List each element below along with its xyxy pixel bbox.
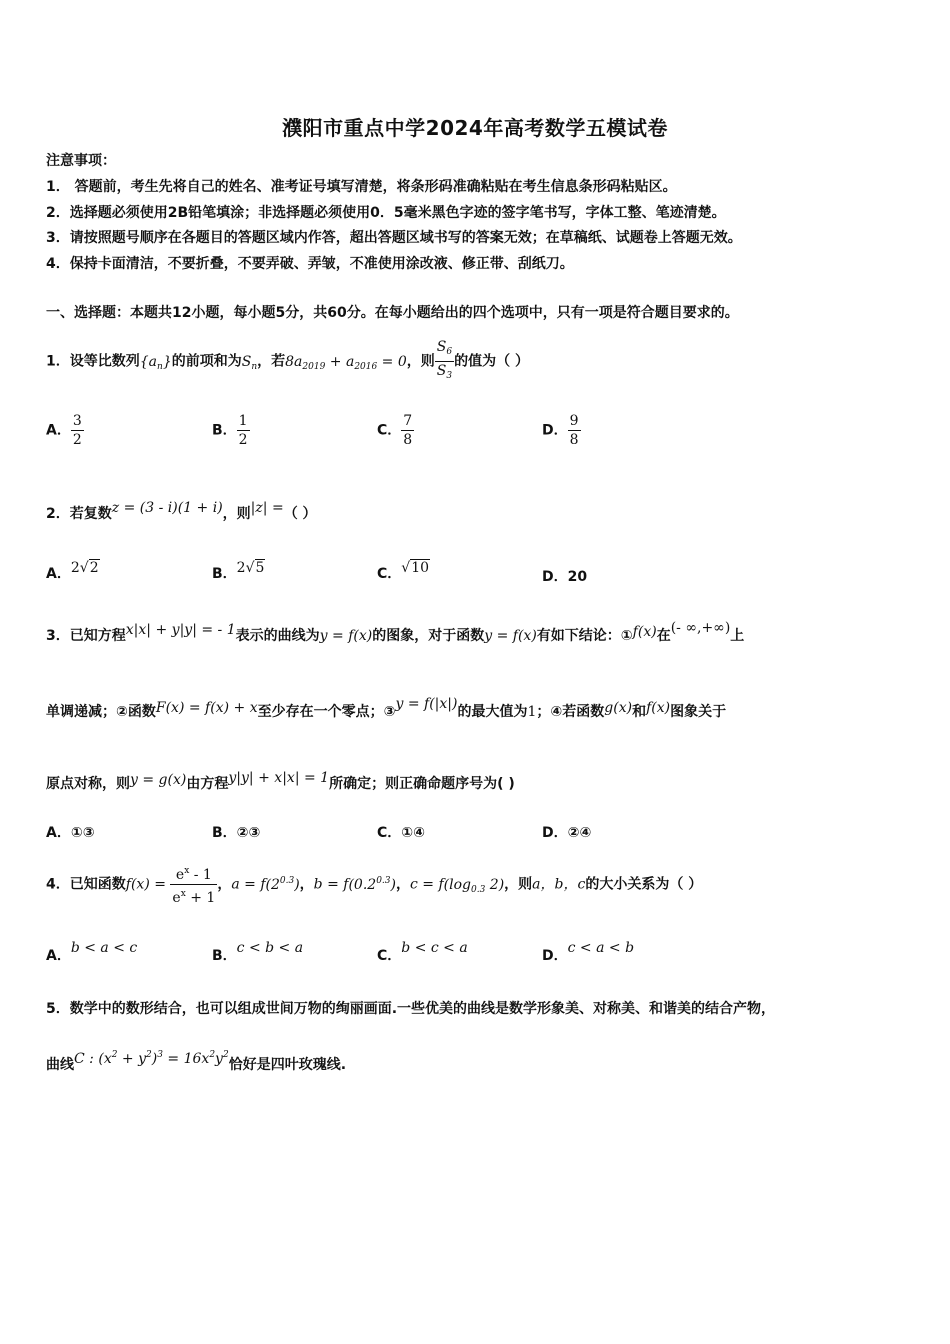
q2-option-c[interactable]: C．√10 xyxy=(377,560,430,582)
question-3-line-1: 3．已知方程x|x| + y|y| = - 1表示的曲线为y = f(x)的图象，对于函数y = f(x)有如下结论：①f(x)在(- ∞,+∞)上 xyxy=(46,620,745,644)
formula-y-gx: y = g(x) xyxy=(130,772,187,788)
q3-option-b[interactable]: B．②③ xyxy=(212,825,261,841)
q4-option-d[interactable]: D．c < a < b xyxy=(542,940,635,964)
formula-f-abs-x: y = f(|x|) xyxy=(395,696,458,712)
question-5-line-1: 5．数学中的数形结合，也可以组成世间万物的绚丽画面.一些优美的曲线是数学形象美、对称美、和谐美的结合产物， xyxy=(46,1001,776,1017)
page-title: 濮阳市重点中学2024年高考数学五模试卷 xyxy=(282,116,668,140)
notice-item-2: 2．选择题必须使用2B铅笔填涂；非选择题必须使用0．5毫米黑色字迹的签字笔书写，字体工整、笔迹清楚。 xyxy=(46,205,726,221)
formula-abs-z: |z| = xyxy=(250,500,284,516)
formula-rose-curve: C : $(x^2 + y^2)^3 = 16x^2y^2$ xyxy=(74,1050,229,1067)
formula-condition: $8a_{2019} + a_{2016} = 0$ xyxy=(285,353,407,372)
q1-option-b[interactable]: B． $\frac{1}{2}$ xyxy=(212,413,248,448)
section-heading: 一、选择题：本题共12小题，每小题5分，共60分。在每小题给出的四个选项中，只有一项是符合题目要求的。 xyxy=(46,305,739,321)
formula-y-fx: y = f(x) xyxy=(319,628,373,644)
q1-option-a[interactable]: A． $\frac{3}{2}$ xyxy=(46,413,82,448)
formula-one: 1 xyxy=(527,704,537,720)
formula-fx: f(x) xyxy=(632,624,657,640)
q2-option-b[interactable]: B．2√5 xyxy=(212,560,265,582)
question-3-line-2: 单调递减；②函数F(x) = f(x) + x至少存在一个零点；③y = f(|x|)的最大值为1；④若函数g(x)和f(x)图象关于 xyxy=(46,696,727,720)
question-3-line-3: 原点对称，则y = g(x)由方程y|y| + x|x| = 1所确定；则正确命题序号为( ) xyxy=(46,770,515,792)
question-2: 2．若复数z = (3 - i)(1 + i)，则|z| =（ ） xyxy=(46,500,317,522)
q2-option-a[interactable]: A．2√2 xyxy=(46,560,99,582)
formula-fx-2: f(x) xyxy=(646,700,671,716)
notice-heading: 注意事项： xyxy=(46,153,116,169)
notice-item-4: 4．保持卡面清洁，不要折叠，不要弄破、弄皱，不准使用涂改液、修正带、刮纸刀。 xyxy=(46,256,574,272)
formula-sn: $S_n$ xyxy=(241,353,258,372)
q3-option-c[interactable]: C．①④ xyxy=(377,825,425,841)
formula-b: $b = f(0.2^{0.3})$ xyxy=(313,875,396,893)
formula-z: z = (3 - i)(1 + i) xyxy=(111,500,223,516)
notice-item-3: 3．请按照题号顺序在各题目的答题区域内作答，超出答题区域书写的答案无效；在草稿纸、试题卷上答题无效。 xyxy=(46,230,742,246)
formula-interval: (- ∞,+∞) xyxy=(670,620,731,636)
formula-s6-over-s3: $\frac{S_6}{S_3}$ xyxy=(436,339,453,381)
q3-option-a[interactable]: A．①③ xyxy=(46,825,95,841)
question-4: 4．已知函数f(x) = $\frac{e^x - 1}{e^x + 1}$ ，$a = f(2^{0.3})$，$b = f(0.2^{0.3})$，$c = f(\log_{0.3}$ 2)，则a，b，c的大小关系为（ ） xyxy=(46,862,702,907)
q4-option-c[interactable]: C．b < c < a xyxy=(377,940,468,964)
formula-sequence: $\{a_n\}$ xyxy=(139,353,172,372)
formula-y-fx-2: y = f(x) xyxy=(484,628,537,644)
formula-equation: x|x| + y|y| = - 1 xyxy=(125,622,236,638)
q1-option-d[interactable]: D． $\frac{9}{8}$ xyxy=(542,413,579,448)
q2-option-d[interactable]: D．20 xyxy=(542,569,588,585)
q4-option-a[interactable]: A．b < a < c xyxy=(46,940,138,964)
formula-gx: g(x) xyxy=(604,700,633,716)
formula-Fx: F(x) = f(x) + x xyxy=(155,700,258,716)
formula-f-def: f(x) = xyxy=(125,876,171,893)
formula-equation-2: y|y| + x|x| = 1 xyxy=(228,770,330,786)
q1-option-c[interactable]: C． $\frac{7}{8}$ xyxy=(377,413,413,448)
notice-item-1: 1． 答题前，考生先将自己的姓名、准考证号填写清楚，将条形码准确粘贴在考生信息条形码粘贴区。 xyxy=(46,179,677,195)
formula-c: $c = f(\log_{0.3}$ 2) xyxy=(410,876,505,895)
question-1: 1．设等比数列$\{a_n\}$的前项和为$S_n$，若$8a_{2019} + a_{2016} = 0$，则 $\frac{S_6}{S_3}$ 的值为（ ） xyxy=(46,338,529,385)
formula-abc: a，b，c xyxy=(532,876,586,893)
formula-a: $a = f(2^{0.3})$ xyxy=(231,875,300,893)
formula-f-fraction: $\frac{e^x - 1}{e^x + 1}$ xyxy=(170,862,217,907)
q4-option-b[interactable]: B．c < b < a xyxy=(212,940,304,964)
question-5-line-2: 曲线C : $(x^2 + y^2)^3 = 16x^2y^2$恰好是四叶玫瑰线. xyxy=(46,1050,347,1073)
q3-option-d[interactable]: D．②④ xyxy=(542,825,592,841)
